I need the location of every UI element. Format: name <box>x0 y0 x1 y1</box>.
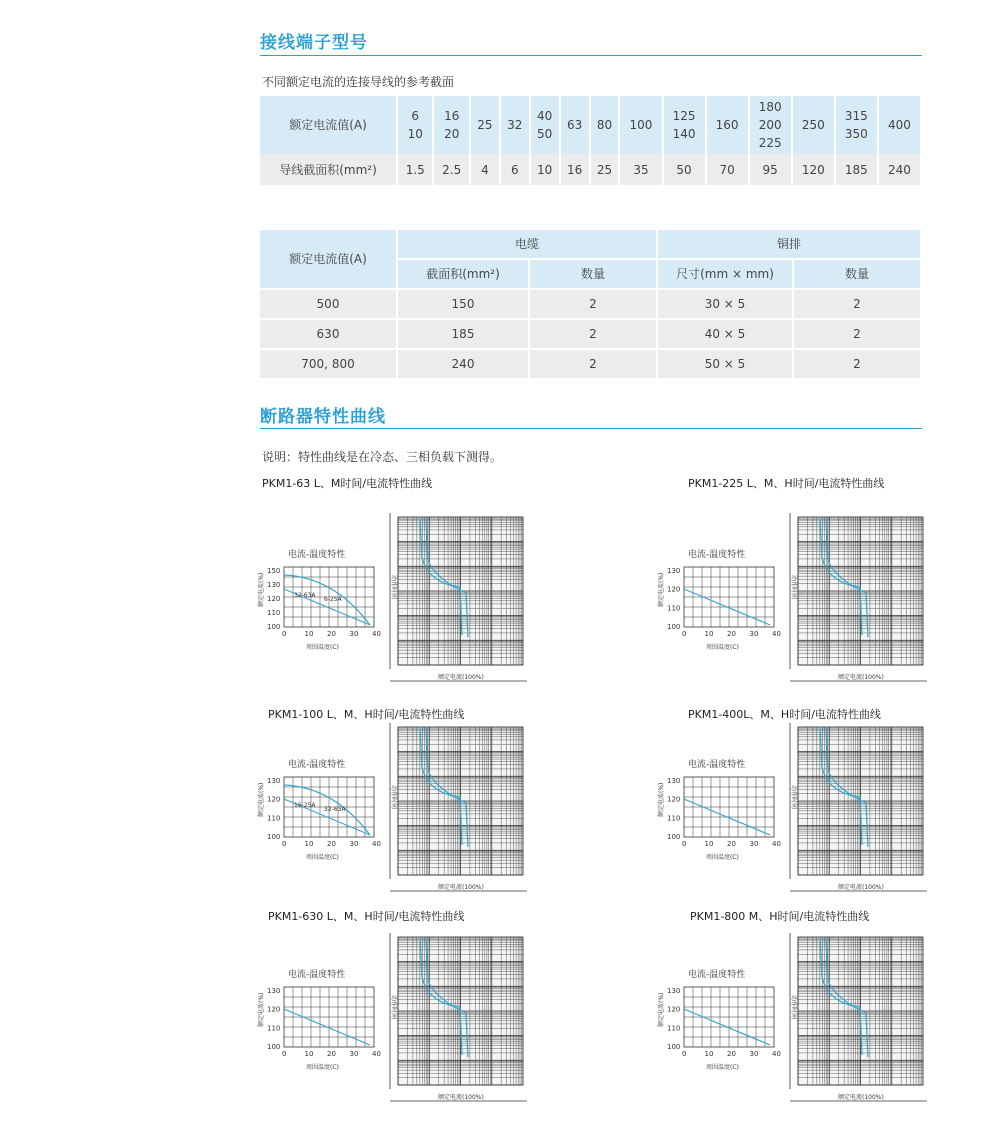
chart-caption: PKM1-400L、M、H时间/电流特性曲线 <box>688 708 881 721</box>
temp-x-tick: 20 <box>327 630 336 638</box>
temp-y-tick: 130 <box>267 581 281 589</box>
t2-busbar-header: 铜排 <box>657 230 921 259</box>
t2-cable-section-header: 截面积(mm²) <box>397 259 529 289</box>
temp-x-tick: 10 <box>704 1050 714 1058</box>
temp-y-tick: 100 <box>267 833 281 841</box>
current-cell <box>560 96 590 154</box>
t2-section: 185 <box>397 319 529 349</box>
temp-y-tick: 110 <box>267 1024 281 1033</box>
temp-x-tick: 20 <box>327 840 336 848</box>
characteristic-chart <box>258 715 558 905</box>
t2-size: 30 × 5 <box>657 289 793 319</box>
t2-current: 500 <box>260 289 397 319</box>
temp-y-tick: 120 <box>667 795 681 804</box>
section-cell: 4 <box>470 154 500 185</box>
t2-cable-qty: 2 <box>529 289 657 319</box>
current-row <box>260 96 921 154</box>
section-cell: 240 <box>878 154 921 185</box>
temp-chart-title: 电流-温度特性 <box>688 550 746 560</box>
current-value: 225 <box>758 136 782 150</box>
tc-x-label: 额定电流(100%) <box>838 884 884 891</box>
temp-y-tick: 130 <box>267 777 281 785</box>
section-title-terminals: 接线端子型号 <box>260 33 368 53</box>
current-cell <box>749 96 792 154</box>
section-cell: 185 <box>835 154 878 185</box>
current-value: 40 <box>537 109 553 123</box>
section-cell: 50 <box>663 154 706 185</box>
temp-x-tick: 30 <box>749 840 759 848</box>
current-cell <box>530 96 560 154</box>
temp-x-tick: 40 <box>772 630 781 638</box>
characteristic-chart <box>658 505 958 695</box>
temp-y-label: 额定电流(%) <box>658 782 665 817</box>
temp-y-tick: 100 <box>267 623 281 631</box>
current-cell <box>590 96 620 154</box>
temp-x-tick: 30 <box>749 630 759 638</box>
t2-current: 630 <box>260 319 397 349</box>
table1-subtitle: 不同额定电流的连接导线的参考截面 <box>262 75 455 89</box>
temp-x-label: 周围温度(C) <box>306 854 339 861</box>
current-value: 20 <box>444 127 460 141</box>
tc-x-label: 额定电流(100%) <box>838 674 884 681</box>
tc-y-label: 动作时间 <box>790 575 797 600</box>
temp-chart-title: 电流-温度特性 <box>288 550 346 560</box>
section-row-label: 导线截面积(mm²) <box>260 154 397 185</box>
section-row <box>260 154 921 185</box>
temp-x-tick: 40 <box>772 840 781 848</box>
temp-x-tick: 10 <box>304 1050 314 1058</box>
current-value: 50 <box>537 127 553 141</box>
section-cell: 120 <box>792 154 835 185</box>
current-value: 140 <box>672 127 696 141</box>
current-cell <box>792 96 835 154</box>
t2-busbar-qty: 2 <box>793 319 921 349</box>
current-cell <box>706 96 749 154</box>
temp-x-label: 周围温度(C) <box>306 1064 339 1071</box>
section-rule <box>260 55 922 56</box>
t2-busbar-size-header: 尺寸(mm × mm) <box>657 259 793 289</box>
section-rule <box>260 428 922 429</box>
tc-x-label: 额定电流(100%) <box>838 1094 884 1101</box>
current-value: 200 <box>758 118 782 132</box>
section-cell: 70 <box>706 154 749 185</box>
t2-section: 240 <box>397 349 529 379</box>
temp-x-tick: 0 <box>282 1050 287 1058</box>
temp-y-tick: 120 <box>267 795 281 804</box>
temp-chart-title: 电流-温度特性 <box>688 970 746 980</box>
section-cell: 6 <box>500 154 530 185</box>
temp-x-tick: 30 <box>349 840 359 848</box>
temp-x-tick: 0 <box>282 630 287 638</box>
table-row <box>260 289 921 319</box>
chart-caption: PKM1-630 L、M、H时间/电流特性曲线 <box>268 910 465 923</box>
temp-y-tick: 110 <box>267 814 281 823</box>
temp-x-label: 周围温度(C) <box>706 854 739 861</box>
section-cell: 95 <box>749 154 792 185</box>
temp-x-tick: 0 <box>682 630 687 638</box>
temp-y-tick: 110 <box>667 814 681 823</box>
t2-size: 40 × 5 <box>657 319 793 349</box>
current-value: 16 <box>444 109 460 123</box>
section-cell: 16 <box>560 154 590 185</box>
current-cell <box>397 96 433 154</box>
temp-y-label: 额定电流(%) <box>658 992 665 1027</box>
section-cell: 10 <box>530 154 560 185</box>
current-cell <box>835 96 878 154</box>
temp-y-tick: 150 <box>267 567 281 575</box>
current-value: 250 <box>801 118 825 132</box>
current-row-label: 额定电流值(A) <box>260 96 397 154</box>
current-value: 80 <box>596 118 613 132</box>
temp-y-tick: 110 <box>667 1024 681 1033</box>
current-value: 350 <box>844 127 868 141</box>
busbar-table <box>260 230 922 380</box>
temp-x-tick: 30 <box>749 1050 759 1058</box>
tc-x-label: 额定电流(100%) <box>438 674 484 681</box>
temp-x-label: 周围温度(C) <box>706 644 739 651</box>
series-label: 32-63A <box>324 806 346 813</box>
temp-x-tick: 10 <box>304 840 314 848</box>
temp-y-tick: 130 <box>667 567 681 575</box>
current-value: 180 <box>758 100 782 114</box>
current-value: 6 <box>411 109 420 123</box>
current-cell <box>500 96 530 154</box>
wire-section-table <box>260 96 922 185</box>
current-cell <box>878 96 921 154</box>
t2-current: 700, 800 <box>260 349 397 379</box>
section-cell: 1.5 <box>397 154 433 185</box>
tc-x-label: 额定电流(100%) <box>438 884 484 891</box>
table-row <box>260 349 921 379</box>
tc-y-label: 动作时间 <box>790 995 797 1020</box>
temp-x-tick: 20 <box>727 630 736 638</box>
current-value: 160 <box>715 118 739 132</box>
t2-cable-qty: 2 <box>529 349 657 379</box>
series-label: 16-25A <box>294 802 316 809</box>
temp-x-tick: 40 <box>372 630 381 638</box>
temp-y-tick: 120 <box>667 585 681 594</box>
characteristic-chart <box>258 505 558 695</box>
t2-size: 50 × 5 <box>657 349 793 379</box>
t2-cable-header: 电缆 <box>397 230 657 259</box>
current-value: 125 <box>672 109 696 123</box>
temp-x-tick: 10 <box>304 630 314 638</box>
current-value: 10 <box>407 127 423 141</box>
section-cell: 25 <box>590 154 620 185</box>
tc-y-label: 动作时间 <box>390 995 397 1020</box>
temp-x-tick: 40 <box>372 840 381 848</box>
t2-busbar-qty: 2 <box>793 349 921 379</box>
temp-chart-title: 电流-温度特性 <box>688 760 746 770</box>
current-value: 100 <box>629 118 653 132</box>
tc-y-label: 动作时间 <box>390 785 397 810</box>
temp-y-label: 额定电流(%) <box>258 992 265 1027</box>
section-title-curves: 断路器特性曲线 <box>260 407 386 427</box>
temp-y-tick: 100 <box>267 1043 281 1051</box>
temp-chart-title: 电流-温度特性 <box>288 970 346 980</box>
current-cell <box>433 96 469 154</box>
temp-y-tick: 120 <box>667 1005 681 1014</box>
current-value: 63 <box>566 118 583 132</box>
temp-x-tick: 20 <box>327 1050 336 1058</box>
chart-caption: PKM1-800 M、H时间/电流特性曲线 <box>690 910 870 923</box>
current-value: 32 <box>507 118 523 132</box>
tc-y-label: 动作时间 <box>390 575 397 600</box>
temp-y-tick: 100 <box>667 833 681 841</box>
section-cell: 35 <box>619 154 662 185</box>
t2-cable-qty-header: 数量 <box>529 259 657 289</box>
temp-x-tick: 20 <box>727 1050 736 1058</box>
temp-y-tick: 110 <box>667 604 681 613</box>
current-cell <box>470 96 500 154</box>
temp-x-tick: 20 <box>727 840 736 848</box>
curves-note: 说明：特性曲线是在冷态、三相负载下测得。 <box>262 450 503 464</box>
tc-y-label: 动作时间 <box>790 785 797 810</box>
temp-x-tick: 40 <box>372 1050 381 1058</box>
t2-section: 150 <box>397 289 529 319</box>
t2-current-header: 额定电流值(A) <box>260 230 397 289</box>
t2-cable-qty: 2 <box>529 319 657 349</box>
temp-y-label: 额定电流(%) <box>258 572 265 607</box>
temp-y-tick: 130 <box>667 777 681 785</box>
chart-caption: PKM1-63 L、M时间/电流特性曲线 <box>262 477 433 490</box>
temp-x-tick: 0 <box>682 840 687 848</box>
temp-x-tick: 10 <box>704 840 714 848</box>
temp-y-tick: 120 <box>267 595 281 603</box>
temp-y-tick: 120 <box>267 1005 281 1014</box>
temp-y-tick: 130 <box>267 987 281 995</box>
temp-y-tick: 110 <box>267 609 281 617</box>
current-value: 400 <box>887 118 911 132</box>
temp-y-tick: 100 <box>667 1043 681 1051</box>
temp-x-label: 周围温度(C) <box>706 1064 739 1071</box>
temp-y-label: 额定电流(%) <box>658 572 665 607</box>
current-cell <box>619 96 662 154</box>
temp-x-tick: 30 <box>349 1050 359 1058</box>
temp-x-tick: 40 <box>772 1050 781 1058</box>
chart-caption: PKM1-100 L、M、H时间/电流特性曲线 <box>268 708 465 721</box>
series-label: 32-63A <box>294 592 316 599</box>
temp-x-label: 周围温度(C) <box>306 644 339 651</box>
chart-caption: PKM1-225 L、M、H时间/电流特性曲线 <box>688 477 885 490</box>
t2-busbar-qty: 2 <box>793 289 921 319</box>
temp-x-tick: 30 <box>349 630 359 638</box>
current-cell <box>663 96 706 154</box>
characteristic-chart <box>258 925 558 1115</box>
temp-y-label: 额定电流(%) <box>258 782 265 817</box>
temp-y-tick: 100 <box>667 623 681 631</box>
section-cell: 2.5 <box>433 154 469 185</box>
current-value: 315 <box>844 109 868 123</box>
temp-y-tick: 130 <box>667 987 681 995</box>
characteristic-chart <box>658 715 958 905</box>
temp-x-tick: 0 <box>282 840 287 848</box>
tc-x-label: 额定电流(100%) <box>438 1094 484 1101</box>
table-row <box>260 319 921 349</box>
t2-busbar-qty-header: 数量 <box>793 259 921 289</box>
characteristic-chart <box>658 925 958 1115</box>
series-label: 6-25A <box>324 596 342 603</box>
temp-chart-title: 电流-温度特性 <box>288 760 346 770</box>
temp-x-tick: 10 <box>704 630 714 638</box>
temp-x-tick: 0 <box>682 1050 687 1058</box>
current-value: 25 <box>477 118 493 132</box>
